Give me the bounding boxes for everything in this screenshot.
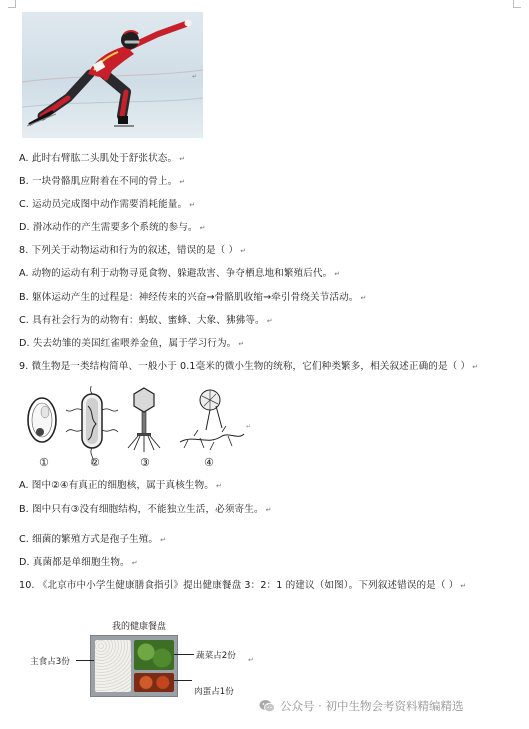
q8-option-c: C. 具有社会行为的动物有：蚂蚁、蜜蜂、大象、狒狒等。 ↵ — [19, 315, 273, 326]
wechat-icon — [259, 699, 275, 713]
q8-option-a: A. 动物的运动有利于动物寻觅食物、躲避敌害、争夺栖息地和繁殖后代。 ↵ — [19, 268, 341, 279]
q10-stem: 10. 《北京市中小学生健康膳食指引》提出健康餐盘 3：2：1 的建议（如图）。下列叙述错误的是（ ） ↵ — [19, 580, 467, 591]
speed-skater-photo — [22, 12, 203, 138]
figure-label-2: ② — [90, 456, 100, 469]
svg-text:↵: ↵ — [246, 423, 252, 430]
page-corner-mark-right — [513, 0, 521, 8]
figure-label-1: ① — [39, 456, 49, 469]
q7-option-b: B. 一块骨骼肌应附着在不同的骨上。 ↵ — [19, 176, 186, 187]
label-vegetable: 蔬菜占2份 — [196, 651, 236, 661]
q9-option-c: C. 细菌的繁殖方式是孢子生殖。 ↵ — [19, 534, 167, 545]
pointer-line-vegetable — [174, 654, 194, 655]
label-staple: 主食占3份 — [30, 657, 70, 667]
q7-option-d: D. 滑冰动作的产生需要多个系统的参与。 ↵ — [19, 222, 206, 233]
virus-drawing — [128, 388, 160, 452]
label-meat-egg: 肉蛋占1份 — [194, 687, 234, 697]
paragraph-mark-plate: ↵ — [248, 656, 254, 664]
pointer-line-meat — [174, 680, 192, 681]
yeast-cell-drawing — [28, 398, 56, 442]
q9-option-b: B. 图中只有③没有细胞结构，不能独立生活，必须寄生。 ↵ — [19, 504, 272, 515]
q9-option-a: A. 图中②④有真正的细胞核，属于真核生物。 ↵ — [19, 480, 222, 491]
svg-text:↵: ↵ — [192, 73, 198, 80]
q7-option-a: A. 此时右臂肱二头肌处于舒张状态。 ↵ — [19, 153, 186, 164]
vegetable-section — [134, 640, 174, 670]
q8-option-d: D. 失去幼雏的美国红雀喂养金鱼，属于学习行为。 ↵ — [19, 338, 245, 349]
pointer-line-staple — [76, 660, 94, 661]
page-corner-mark-left — [8, 0, 16, 8]
bacterium-drawing — [66, 386, 118, 464]
meat-egg-section — [134, 673, 174, 692]
plate-title: 我的健康餐盘 — [112, 622, 167, 632]
staple-food-section — [95, 640, 131, 692]
q9-option-d: D. 真菌都是单细胞生物。 ↵ — [19, 557, 138, 568]
q8-stem: 8. 下列关于动物运动和行为的叙述，错误的是（ ） ↵ — [19, 245, 247, 256]
microbe-figure — [18, 386, 258, 470]
figure-label-4: ④ — [204, 456, 214, 469]
wechat-watermark — [259, 698, 463, 714]
mold-drawing — [180, 390, 251, 450]
watermark-text: 公众号 · 初中生物会考资料精编精选 — [280, 699, 464, 713]
q9-stem: 9. 微生物是一类结构简单、一般小于 0.1毫米的微小生物的统称，它们种类繁多，相关叙述正确的是（ ） ↵ — [19, 361, 479, 372]
q7-option-c: C. 运动员完成图中动作需要消耗能量。 ↵ — [19, 199, 196, 210]
healthy-plate-figure — [90, 635, 178, 697]
q8-option-b: B. 躯体运动产生的过程是：神经传来的兴奋→骨骼肌收缩→牵引骨绕关节活动。 ↵ — [19, 292, 367, 303]
figure-label-3: ③ — [140, 456, 150, 469]
